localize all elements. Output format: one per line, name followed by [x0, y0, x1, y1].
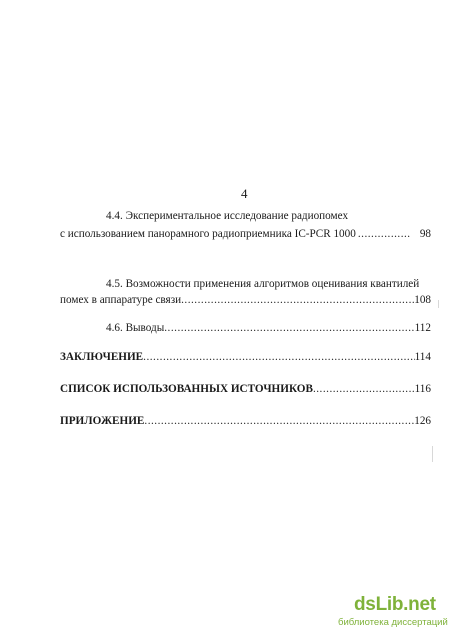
- toc-appendix-title: ПРИЛОЖЕНИЕ: [60, 415, 145, 427]
- dot-leader: [164, 322, 414, 335]
- dot-leader: [143, 351, 414, 364]
- toc-entry-conclusion: [60, 351, 431, 364]
- toc-4-5-page: 108: [414, 294, 431, 306]
- toc-conclusion-title: ЗАКЛЮЧЕНИЕ: [60, 351, 144, 363]
- toc-4-4-title-line1: 4.4. Экспериментальное исследование радиопомех: [106, 210, 349, 222]
- watermark: [338, 592, 448, 632]
- dot-leader: [356, 228, 410, 241]
- toc-entry-4-4: [60, 228, 431, 241]
- toc-sources-page: 116: [414, 383, 431, 395]
- scan-speck: [432, 446, 433, 462]
- toc-4-5-title-line1: 4.5. Возможности применения алгоритмов оценивания квантилей: [106, 278, 420, 290]
- scan-speck: [438, 300, 439, 308]
- toc-appendix-page: 126: [414, 415, 431, 427]
- toc-4-6-title: 4.6. Выводы: [106, 322, 165, 334]
- toc-entry-4-5: [60, 294, 431, 307]
- dot-leader: [313, 383, 415, 396]
- page-number: 4: [241, 186, 248, 201]
- toc-4-6-page: 112: [414, 322, 431, 334]
- toc-4-4-title-line2: с использованием панорамного радиоприемника IC-PCR 1000: [60, 228, 356, 240]
- toc-4-4-page: 98: [419, 228, 431, 240]
- watermark-logo: dsLib.net: [354, 594, 436, 615]
- toc-4-5-title-line2: помех в аппаратуре связи: [60, 294, 182, 306]
- toc-entry-4-6: [106, 322, 431, 335]
- watermark-tagline: библиотека диссертаций: [338, 617, 448, 628]
- dot-leader: [181, 294, 414, 307]
- toc-entry-appendix: [60, 415, 431, 428]
- dot-leader: [144, 415, 414, 428]
- toc-conclusion-page: 114: [414, 351, 431, 363]
- toc-sources-title: СПИСОК ИСПОЛЬЗОВАННЫХ ИСТОЧНИКОВ: [60, 383, 313, 395]
- toc-entry-sources: [60, 383, 431, 396]
